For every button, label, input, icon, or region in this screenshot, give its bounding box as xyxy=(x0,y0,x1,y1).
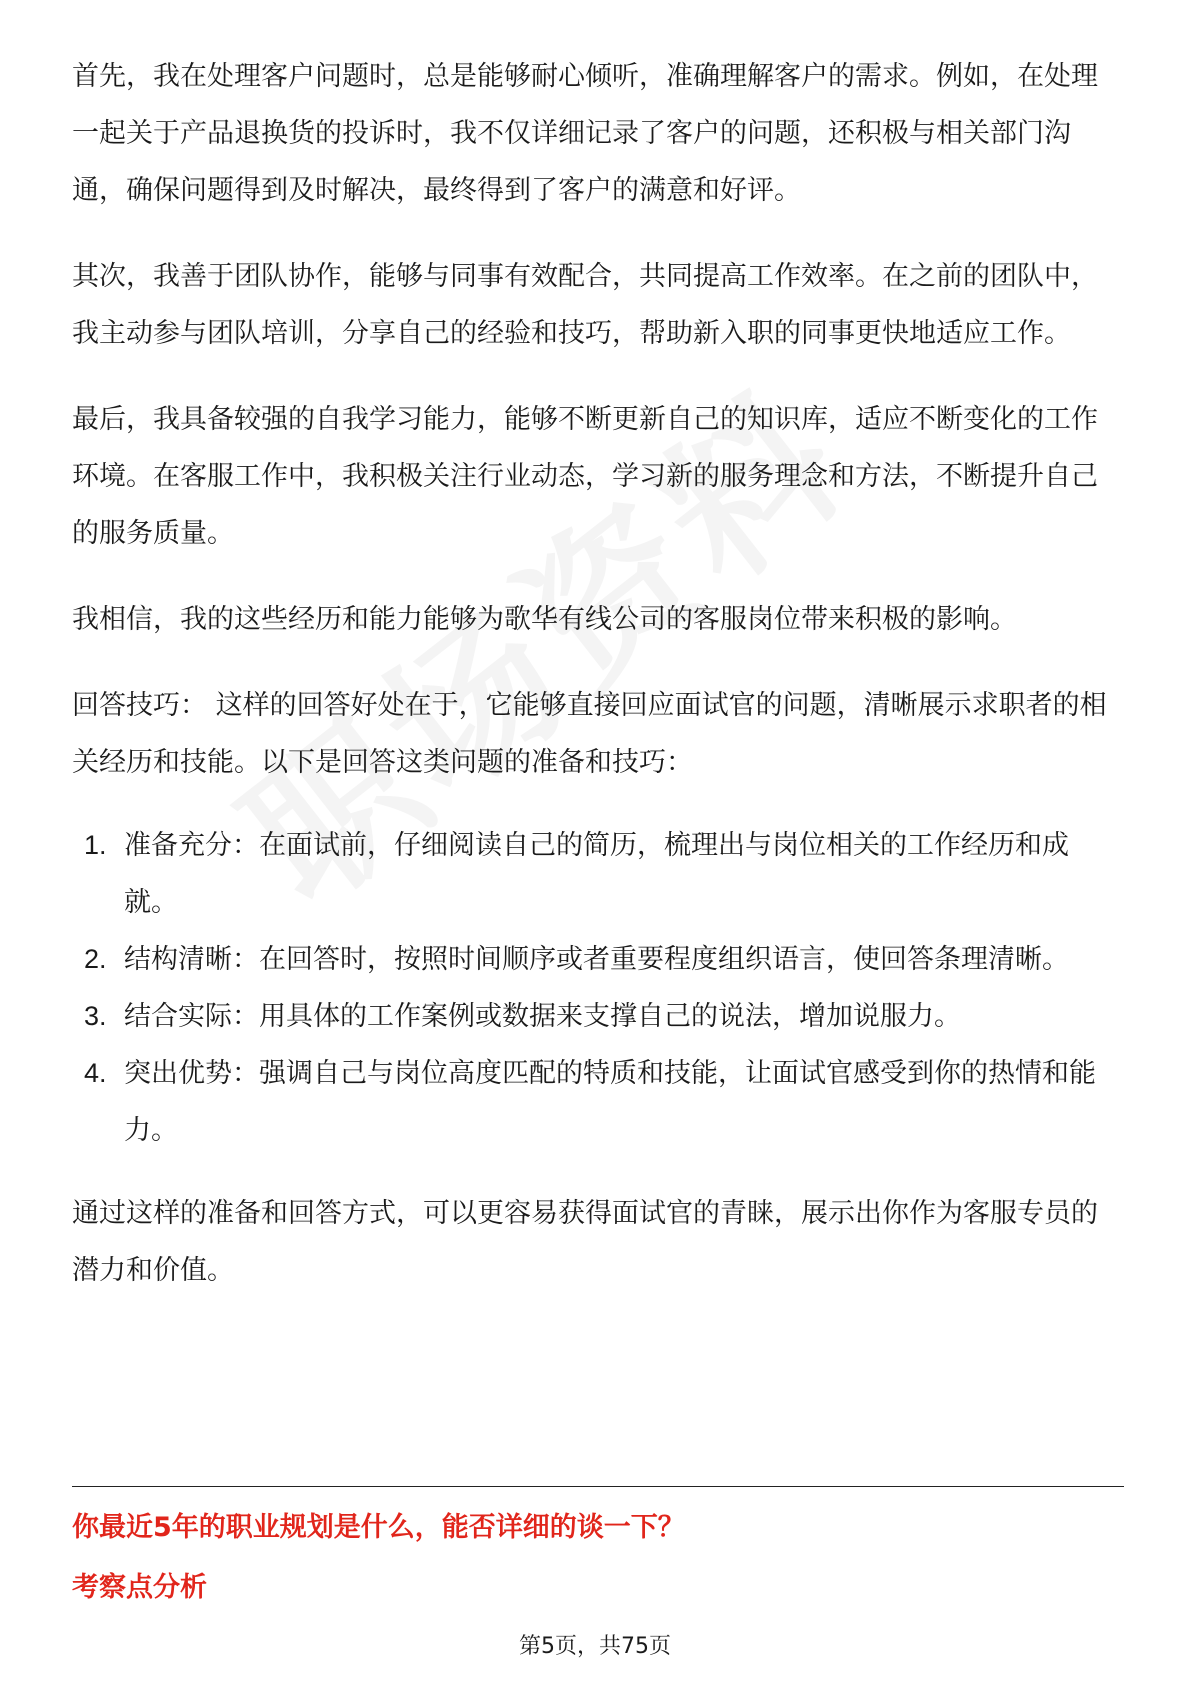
list-number: 4. xyxy=(84,1058,107,1088)
document-body xyxy=(72,48,1122,1299)
answer-tips-intro: 回答技巧： 这样的回答好处在于，它能够直接回应面试官的问题，清晰展示求职者的相关经历和技能。以下是回答这类问题的准备和技巧： xyxy=(72,690,1107,778)
page-footer: 第5页，共75页 xyxy=(519,1634,671,1659)
list-item xyxy=(72,931,1122,988)
list-item xyxy=(72,1045,1122,1159)
paragraph-3: 最后，我具备较强的自我学习能力，能够不断更新自己的知识库，适应不断变化的工作环境。在客服工作中，我积极关注行业动态，学习新的服务理念和方法，不断提升自己的服务质量。 xyxy=(72,404,1098,549)
analysis-heading: 考察点分析 xyxy=(72,1572,207,1603)
closing-paragraph: 通过这样的准备和回答方式，可以更容易获得面试官的青睐，展示出你作为客服专员的潜力和价值。 xyxy=(72,1198,1098,1286)
list-item-text: 结构清晰：在回答时，按照时间顺序或者重要程度组织语言，使回答条理清晰。 xyxy=(124,944,1069,975)
section-divider xyxy=(72,1486,1124,1487)
paragraph-1: 首先，我在处理客户问题时，总是能够耐心倾听，准确理解客户的需求。例如，在处理一起关于产品退换货的投诉时，我不仅详细记录了客户的问题，还积极与相关部门沟通，确保问题得到及时解决，最终得到了客户的满意和好评。 xyxy=(72,61,1098,206)
list-item-text: 准备充分：在面试前，仔细阅读自己的简历，梳理出与岗位相关的工作经历和成就。 xyxy=(124,830,1069,918)
paragraph-2: 其次，我善于团队协作，能够与同事有效配合，共同提高工作效率。在之前的团队中，我主动参与团队培训，分享自己的经验和技巧，帮助新入职的同事更快地适应工作。 xyxy=(72,261,1098,349)
paragraph-4: 我相信，我的这些经历和能力能够为歌华有线公司的客服岗位带来积极的影响。 xyxy=(72,604,1017,635)
question-heading: 你最近5年的职业规划是什么，能否详细的谈一下？ xyxy=(72,1512,685,1543)
list-item xyxy=(72,817,1122,931)
list-item xyxy=(72,988,1122,1045)
tips-list xyxy=(72,817,1122,1159)
list-number: 1. xyxy=(84,830,107,860)
list-number: 3. xyxy=(84,1001,107,1031)
list-item-text: 结合实际：用具体的工作案例或数据来支撑自己的说法，增加说服力。 xyxy=(124,1001,961,1032)
list-number: 2. xyxy=(84,944,107,974)
list-item-text: 突出优势：强调自己与岗位高度匹配的特质和技能，让面试官感受到你的热情和能力。 xyxy=(124,1058,1096,1146)
